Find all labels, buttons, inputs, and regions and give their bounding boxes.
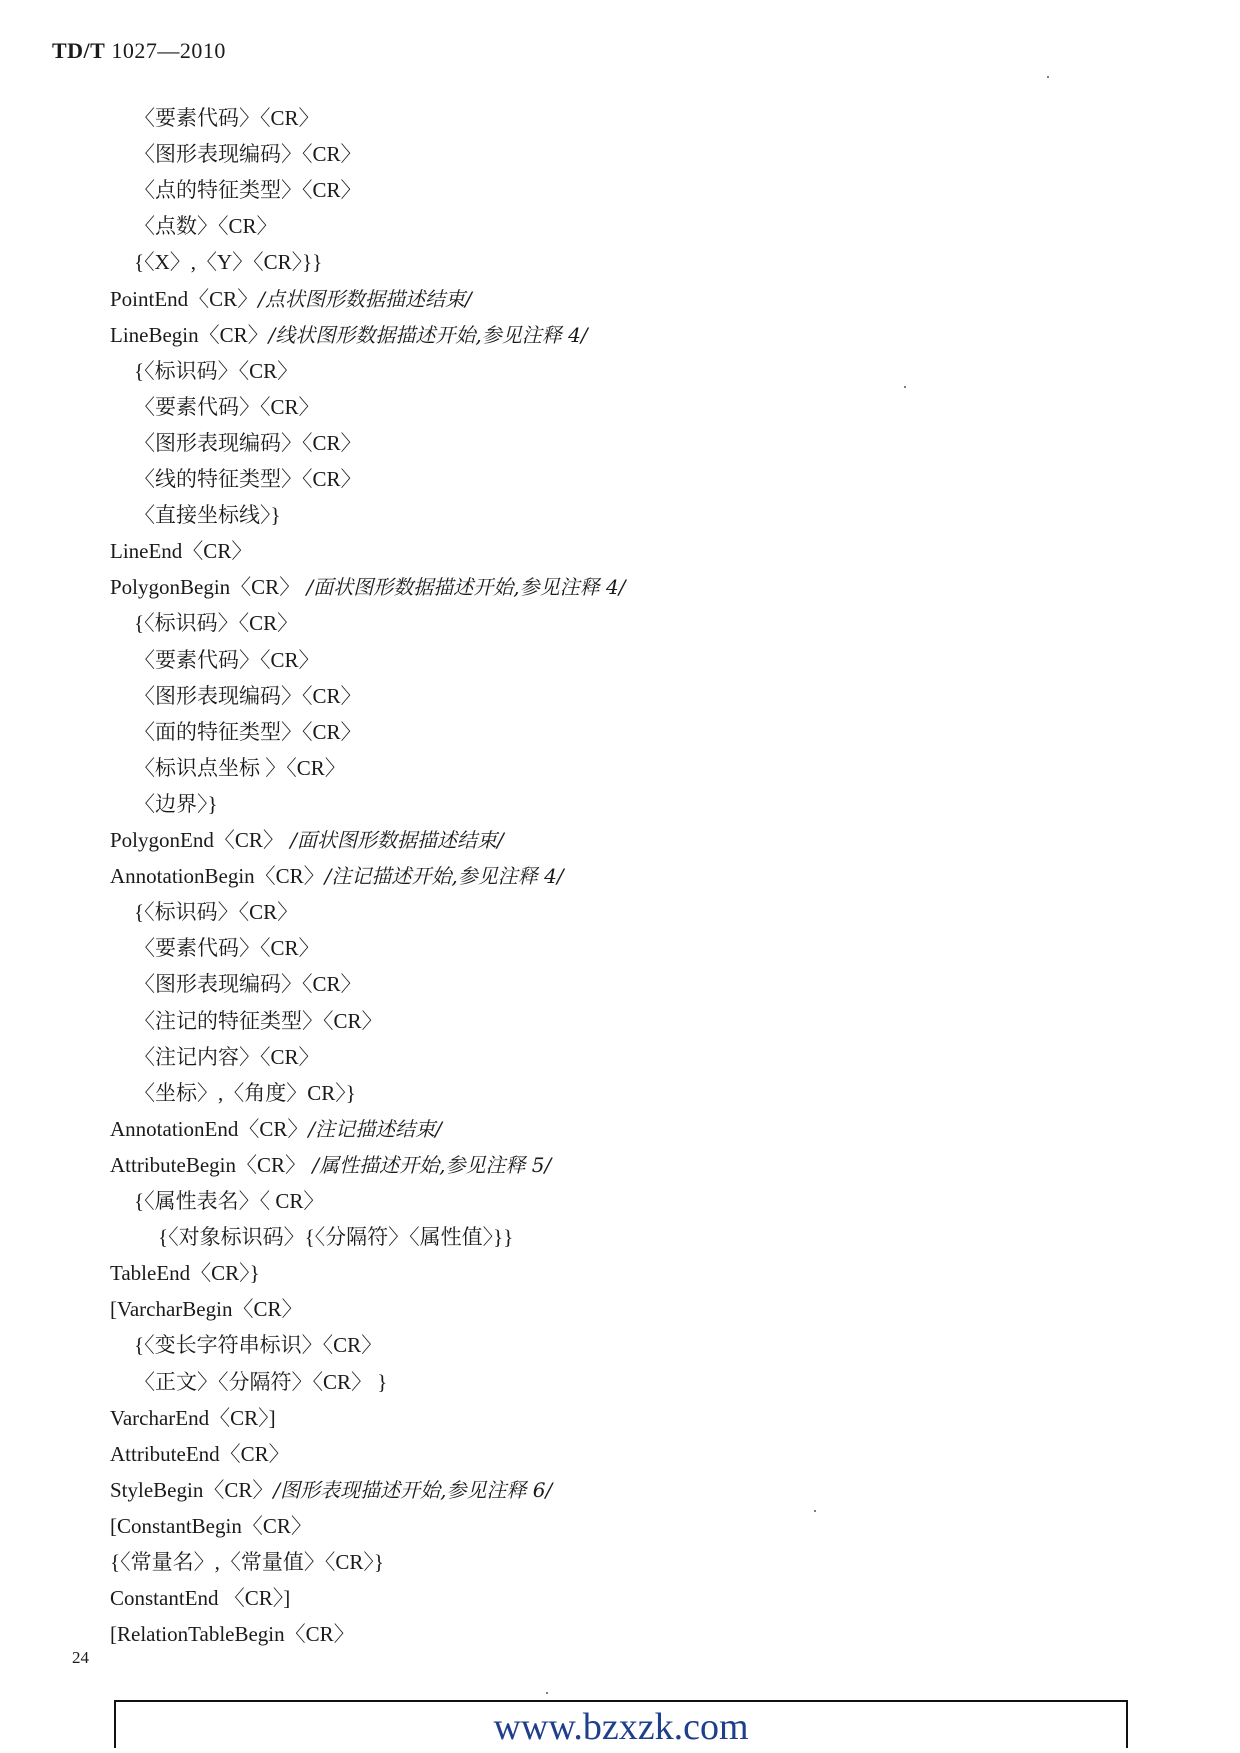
listing-code: 〈图形表现编码〉〈CR〉 [134,684,362,708]
listing-line [158,1219,513,1255]
listing-line [110,1580,290,1616]
listing-line [110,822,504,858]
listing-code: [RelationTableBegin〈CR〉 [110,1622,355,1646]
listing-line [134,1327,382,1363]
listing-code: [ConstantBegin〈CR〉 [110,1514,312,1538]
listing-code: 〈直接坐标线〉} [134,503,281,527]
listing-line [110,1291,302,1327]
listing-line [134,714,362,750]
listing-line [110,569,625,605]
listing-line [134,1003,383,1039]
listing-code: AttributeEnd〈CR〉 [110,1442,290,1466]
listing-code: 〈要素代码〉〈CR〉 [134,648,320,672]
listing-code: ConstantEnd 〈CR〉] [110,1586,291,1610]
listing-comment: /注记描述结束/ [308,1117,442,1141]
listing-code: [VarcharBegin〈CR〉 [110,1297,303,1321]
listing-code: VarcharEnd〈CR〉] [110,1406,276,1430]
listing-line [110,1544,384,1580]
listing-line [134,750,346,786]
listing-line [134,244,322,280]
listing-code: 〈边界〉} [134,792,218,816]
listing-line [134,1075,356,1111]
listing-code: TableEnd〈CR〉} [110,1261,260,1285]
listing-code: 〈面的特征类型〉〈CR〉 [134,720,362,744]
listing-code: 〈要素代码〉〈CR〉 [134,395,320,419]
listing-line [134,894,298,930]
listing-line [134,1364,387,1400]
listing-comment: /面状图形数据描述结束/ [283,828,504,852]
listing-code: LineBegin〈CR〉 [110,323,269,347]
listing-code: 〈点数〉〈CR〉 [134,214,278,238]
listing-code: 〈坐标〉,〈角度〉CR〉} [134,1081,356,1105]
listing-line [110,1147,551,1183]
listing-line [134,1039,320,1075]
listing-line [110,317,588,353]
listing-line [134,930,320,966]
footer-banner [114,1700,1128,1748]
listing-comment: /注记描述开始,参见注释 4/ [324,864,564,888]
listing-code: 〈图形表现编码〉〈CR〉 [134,142,362,166]
listing-code: {〈对象标识码〉{〈分隔符〉〈属性值〉}} [158,1225,514,1249]
listing-line [110,1472,552,1508]
listing-comment: /属性描述开始,参见注释 5/ [306,1153,552,1177]
scan-speck [546,1692,548,1694]
scan-speck [1047,76,1049,78]
listing-code: 〈要素代码〉〈CR〉 [134,936,320,960]
listing-code: 〈线的特征类型〉〈CR〉 [134,467,362,491]
listing-line [134,678,362,714]
listing-code: AnnotationEnd〈CR〉 [110,1117,309,1141]
listing-line [134,353,298,389]
listing-code: {〈标识码〉〈CR〉 [134,900,299,924]
listing-line [110,1616,355,1652]
page-number: 24 [72,1648,89,1667]
listing-line [134,966,362,1002]
listing-code: {〈标识码〉〈CR〉 [134,359,299,383]
listing-comment: /点状图形数据描述结束/ [258,287,472,311]
listing-code: PolygonBegin〈CR〉 [110,575,301,599]
listing-line [110,1400,276,1436]
listing-code: StyleBegin〈CR〉 [110,1478,274,1502]
listing-line [110,533,252,569]
document-header [52,38,226,64]
footer-url[interactable]: www.bzxzk.com [493,1706,749,1748]
listing-code: {〈变长字符串标识〉〈CR〉 [134,1333,383,1357]
listing-comment: /线状图形数据描述开始,参见注释 4/ [268,323,588,347]
listing-line [134,208,278,244]
listing-code: {〈X〉,〈Y〉〈CR〉}} [134,250,323,274]
listing-line [134,461,362,497]
listing-line [134,100,320,136]
standard-code: TD/T [52,38,106,63]
listing-line [110,1436,290,1472]
listing-code: {〈标识码〉〈CR〉 [134,611,299,635]
listing-line [134,136,362,172]
listing-line [110,1111,442,1147]
scan-speck [904,386,906,388]
listing-line [134,172,362,208]
listing-comment: /面状图形数据描述开始,参见注释 4/ [300,575,626,599]
listing-line [134,605,298,641]
listing-line [134,425,362,461]
listing-code: PolygonEnd〈CR〉 [110,828,284,852]
listing-code: 〈标识点坐标 〉〈CR〉 [134,756,346,780]
listing-code: LineEnd〈CR〉 [110,539,253,563]
listing-code: 〈图形表现编码〉〈CR〉 [134,431,362,455]
listing-line [134,1183,324,1219]
listing-code: 〈要素代码〉〈CR〉 [134,106,320,130]
listing-line [110,858,564,894]
listing-code: AttributeBegin〈CR〉 [110,1153,306,1177]
listing-comment: /图形表现描述开始,参见注释 6/ [273,1478,553,1502]
listing-line [134,642,320,678]
listing-line [110,281,472,317]
listing-line [134,786,218,822]
listing-line [110,1255,260,1291]
listing-code: {〈属性表名〉〈 CR〉 [134,1189,325,1213]
listing-code: 〈注记的特征类型〉〈CR〉 [134,1009,383,1033]
listing-line [110,1508,312,1544]
listing-code: PointEnd〈CR〉 [110,287,259,311]
listing-code: {〈常量名〉,〈常量值〉〈CR〉} [110,1550,384,1574]
listing-code: 〈图形表现编码〉〈CR〉 [134,972,362,996]
listing-code: AnnotationBegin〈CR〉 [110,864,325,888]
scan-speck [814,1510,816,1512]
standard-number: 1027—2010 [111,38,226,63]
listing-code: 〈注记内容〉〈CR〉 [134,1045,320,1069]
listing-code: 〈点的特征类型〉〈CR〉 [134,178,362,202]
listing-line [134,389,320,425]
listing-code: 〈正文〉〈分隔符〉〈CR〉 } [134,1370,388,1394]
listing-line [134,497,281,533]
